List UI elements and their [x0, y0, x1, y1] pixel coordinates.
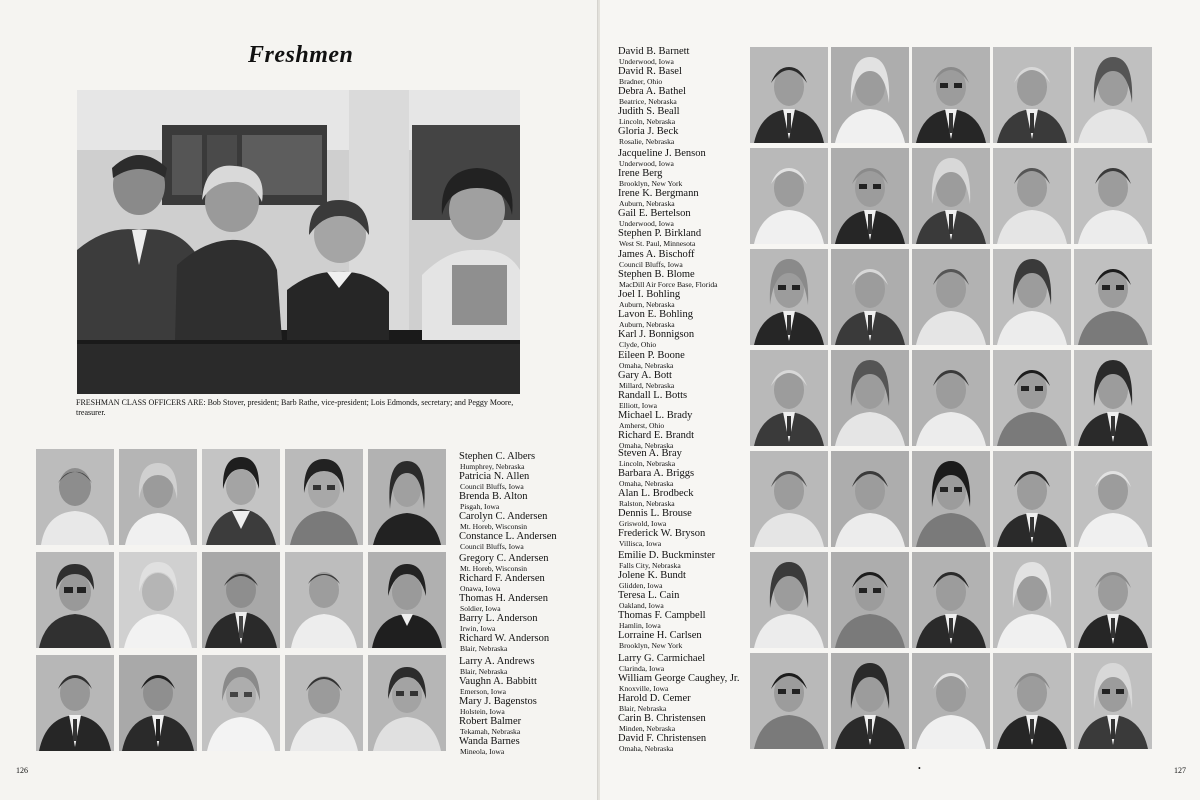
name-group — [618, 448, 705, 548]
student-name: Larry A. Andrews — [459, 656, 535, 667]
student-name: Emilie D. Buckminster — [618, 550, 716, 561]
page-number-right: 127 — [1174, 766, 1186, 775]
portrait — [750, 148, 828, 244]
right-page — [600, 0, 1200, 800]
name-group — [618, 46, 689, 146]
student-name: Brenda B. Alton — [459, 491, 528, 502]
portrait — [912, 249, 990, 345]
student-town: Council Bluffs, Iowa — [460, 542, 524, 551]
portrait — [119, 449, 197, 545]
portrait — [119, 655, 197, 751]
student-name: Irene Berg — [618, 168, 663, 179]
student-town: Humphrey, Nebraska — [460, 462, 525, 471]
portrait — [750, 653, 828, 749]
student-name: Jacqueline J. Benson — [618, 148, 706, 159]
portrait — [831, 451, 909, 547]
portrait — [831, 249, 909, 345]
portrait — [368, 655, 446, 751]
name-group — [459, 656, 537, 756]
student-town: Ralston, Nebraska — [619, 499, 675, 508]
student-name: Gail E. Bertelson — [618, 208, 691, 219]
portrait — [750, 350, 828, 446]
left-portrait-grid — [36, 449, 448, 752]
portrait — [993, 350, 1071, 446]
student-town: Amherst, Ohio — [619, 421, 665, 430]
portrait — [36, 552, 114, 648]
student-town: Tekamah, Nebraska — [460, 727, 521, 736]
name-group — [618, 653, 739, 753]
student-name: Steven A. Bray — [618, 448, 682, 459]
student-town: Mineola, Iowa — [460, 747, 505, 756]
student-name: Stephen P. Birkland — [618, 228, 702, 239]
student-town: Clarinda, Iowa — [619, 664, 665, 673]
portrait — [912, 47, 990, 143]
student-name: Larry G. Carmichael — [618, 653, 706, 664]
right-portrait-grid — [750, 47, 1155, 753]
officers-group-photo — [77, 90, 520, 394]
student-town: Underwood, Iowa — [619, 219, 674, 228]
student-town: Knoxville, Iowa — [619, 684, 669, 693]
student-town: Underwood, Iowa — [619, 159, 674, 168]
student-name: Lorraine H. Carlsen — [618, 630, 702, 641]
student-town: Mt. Horeb, Wisconsin — [460, 564, 528, 573]
student-name: Vaughn A. Babbitt — [459, 676, 537, 687]
portrait — [1074, 249, 1152, 345]
portrait — [1074, 47, 1152, 143]
student-name: David B. Barnett — [618, 46, 690, 57]
portrait — [993, 653, 1071, 749]
student-name: Richard F. Andersen — [459, 573, 545, 584]
portrait — [1074, 552, 1152, 648]
left-page — [0, 0, 598, 800]
name-group — [459, 553, 549, 653]
portrait — [202, 655, 280, 751]
student-town: Griswold, Iowa — [619, 519, 667, 528]
portrait — [285, 655, 363, 751]
student-town: Brooklyn, New York — [619, 641, 683, 650]
portrait — [912, 350, 990, 446]
officers-photo-illustration — [77, 90, 520, 394]
student-name: Richard W. Anderson — [459, 633, 550, 644]
student-town: West St. Paul, Minnesota — [619, 239, 696, 248]
student-name: Gloria J. Beck — [618, 126, 679, 137]
student-name: Carin B. Christensen — [618, 713, 706, 724]
portrait — [1074, 148, 1152, 244]
portrait — [750, 451, 828, 547]
center-mark: • — [918, 764, 921, 773]
portrait — [831, 47, 909, 143]
portrait — [831, 350, 909, 446]
portrait — [285, 552, 363, 648]
student-name: Harold D. Cemer — [618, 693, 691, 704]
student-name: Barry L. Anderson — [459, 613, 538, 624]
student-town: Beatrice, Nebraska — [619, 97, 677, 106]
student-town: Onawa, Iowa — [460, 584, 501, 593]
student-town: MacDill Air Force Base, Florida — [619, 280, 718, 289]
student-town: Blair, Nebraska — [619, 704, 667, 713]
student-name: Thomas H. Andersen — [459, 593, 548, 604]
name-group — [618, 249, 718, 349]
student-name: Mary J. Bagenstos — [459, 696, 537, 707]
portrait — [36, 655, 114, 751]
student-name: Lavon E. Bohling — [618, 309, 693, 320]
student-name: Teresa L. Cain — [618, 590, 680, 601]
student-town: Brooklyn, New York — [619, 179, 683, 188]
student-town: Blair, Nebraska — [460, 667, 508, 676]
portrait — [831, 653, 909, 749]
student-town: Auburn, Nebraska — [619, 199, 675, 208]
student-name: Barbara A. Briggs — [618, 468, 695, 479]
student-town: Emerson, Iowa — [460, 687, 506, 696]
student-name: Gregory C. Andersen — [459, 553, 549, 564]
student-name: David F. Christensen — [618, 733, 707, 744]
portrait — [831, 148, 909, 244]
portrait — [202, 552, 280, 648]
portrait — [993, 451, 1071, 547]
name-group — [618, 550, 715, 650]
name-group — [618, 148, 706, 248]
student-name: Debra A. Bathel — [618, 86, 686, 97]
portrait — [1074, 451, 1152, 547]
portrait — [912, 653, 990, 749]
student-town: Underwood, Iowa — [619, 57, 674, 66]
student-town: Rosalie, Nebraska — [619, 137, 675, 146]
student-town: Hamlin, Iowa — [619, 621, 661, 630]
name-group — [459, 451, 557, 551]
portrait — [750, 552, 828, 648]
student-town: Oakland, Iowa — [619, 601, 664, 610]
portrait — [750, 249, 828, 345]
portrait — [912, 148, 990, 244]
student-town: Clyde, Ohio — [619, 340, 657, 349]
portrait — [750, 47, 828, 143]
student-name: Alan L. Brodbeck — [618, 488, 694, 499]
student-name: James A. Bischoff — [618, 249, 695, 260]
portrait — [285, 449, 363, 545]
student-name: Patricia N. Allen — [459, 471, 530, 482]
student-name: David R. Basel — [618, 66, 682, 77]
student-name: Stephen C. Albers — [459, 451, 536, 462]
student-town: Soldier, Iowa — [460, 604, 501, 613]
student-name: Michael L. Brady — [618, 410, 693, 421]
portrait — [1074, 350, 1152, 446]
portrait — [119, 552, 197, 648]
portrait — [993, 47, 1071, 143]
student-name: Robert Balmer — [459, 716, 522, 727]
student-town: Bradner, Ohio — [619, 77, 663, 86]
section-title: Freshmen — [248, 42, 354, 68]
student-name: Wanda Barnes — [459, 736, 520, 747]
student-name: Thomas F. Campbell — [618, 610, 706, 621]
student-name: Gary A. Bott — [618, 370, 672, 381]
student-town: Irwin, Iowa — [460, 624, 496, 633]
portrait — [36, 449, 114, 545]
student-town: Omaha, Nebraska — [619, 744, 674, 753]
student-name: Jolene K. Bundt — [618, 570, 686, 581]
student-name: Stephen B. Blome — [618, 269, 695, 280]
portrait — [993, 552, 1071, 648]
student-town: Auburn, Nebraska — [619, 300, 675, 309]
student-town: Omaha, Nebraska — [619, 441, 674, 450]
photo-caption: FRESHMAN CLASS OFFICERS ARE: Bob Stover, president; Barb Rathe, vice-president; Lois Edmonds, secretary; and Peggy Moore, treasurer. — [76, 398, 514, 417]
student-name: Judith S. Beall — [618, 106, 680, 117]
portrait — [368, 552, 446, 648]
student-name: William George Caughey, Jr. — [618, 673, 740, 684]
student-town: Omaha, Nebraska — [619, 361, 674, 370]
student-town: Blair, Nebraska — [460, 644, 508, 653]
student-name: Eileen P. Boone — [618, 350, 685, 361]
portrait — [1074, 653, 1152, 749]
student-name: Frederick W. Bryson — [618, 528, 706, 539]
student-town: Elliott, Iowa — [619, 401, 657, 410]
portrait — [993, 148, 1071, 244]
student-town: Omaha, Nebraska — [619, 479, 674, 488]
student-town: Glidden, Iowa — [619, 581, 663, 590]
student-name: Karl J. Bonnigson — [618, 329, 695, 340]
student-name: Irene K. Bergmann — [618, 188, 699, 199]
portrait — [202, 449, 280, 545]
student-town: Falls City, Nebraska — [619, 561, 681, 570]
student-town: Council Bluffs, Iowa — [619, 260, 683, 269]
student-town: Villisca, Iowa — [619, 539, 662, 548]
portrait — [993, 249, 1071, 345]
student-name: Randall L. Botts — [618, 390, 688, 401]
student-town: Pisgah, Iowa — [460, 502, 500, 511]
portrait — [368, 449, 446, 545]
student-town: Minden, Nebraska — [619, 724, 676, 733]
student-town: Millard, Nebraska — [619, 381, 675, 390]
student-name: Dennis L. Brouse — [618, 508, 692, 519]
student-name: Richard E. Brandt — [618, 430, 695, 441]
page-number-left: 126 — [16, 766, 28, 775]
student-town: Lincoln, Nebraska — [619, 459, 676, 468]
student-name: Carolyn C. Andersen — [459, 511, 548, 522]
portrait — [912, 552, 990, 648]
name-group — [618, 350, 694, 450]
student-name: Joel I. Bohling — [618, 289, 681, 300]
student-town: Holstein, Iowa — [460, 707, 505, 716]
portrait — [912, 451, 990, 547]
student-town: Auburn, Nebraska — [619, 320, 675, 329]
student-town: Mt. Horeb, Wisconsin — [460, 522, 528, 531]
student-town: Council Bluffs, Iowa — [460, 482, 524, 491]
portrait — [831, 552, 909, 648]
student-name: Constance L. Andersen — [459, 531, 557, 542]
student-town: Lincoln, Nebraska — [619, 117, 676, 126]
